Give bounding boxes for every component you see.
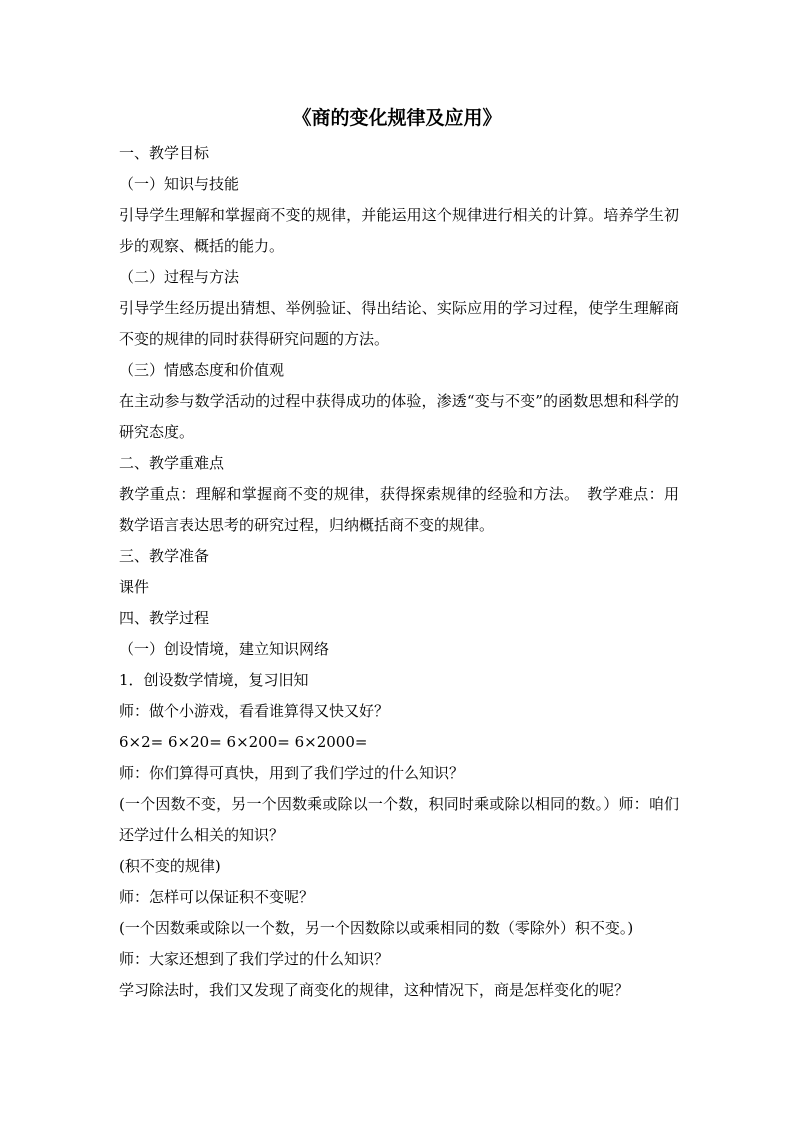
subsection-heading-process: （二）过程与方法	[119, 268, 240, 286]
dialogue-line: (一个因数乘或除以一个数，另一个因数除以或乘相同的数（零除外）积不变。)	[119, 919, 634, 937]
paragraph-knowledge: 引导学生理解和掌握商不变的规律，并能运用这个规律进行相关的计算。培养学生初步的观察、概括的能力。	[119, 206, 679, 255]
paragraph-process: 引导学生经历提出猜想、举例验证、得出结论、实际应用的学习过程，使学生理解商不变的规律的同时获得研究问题的方法。	[119, 299, 679, 348]
dialogue-line: (积不变的规律)	[119, 857, 221, 875]
math-expression-line: 6×2= 6×20= 6×200= 6×2000=	[119, 733, 368, 751]
section-heading-preparation: 三、教学准备	[119, 547, 210, 565]
subsection-heading-values: （三）情感态度和价值观	[119, 361, 285, 379]
document-body	[119, 138, 679, 1006]
dialogue-line: 师：做个小游戏，看看谁算得又快又好？	[119, 702, 390, 720]
dialogue-line: 师：你们算得可真快，用到了我们学过的什么知识？	[119, 764, 465, 782]
dialogue-line: 学习除法时，我们又发现了商变化的规律，这种情况下，商是怎样变化的呢？	[119, 981, 630, 999]
paragraph-key-points: 教学重点：理解和掌握商不变的规律，获得探索规律的经验和方法。 教学难点：用数学语言表达思考的研究过程，归纳概括商不变的规律。	[119, 485, 679, 534]
dialogue-line: 师：怎样可以保证积不变呢？	[119, 888, 315, 906]
section-heading-objectives: 一、教学目标	[119, 144, 210, 162]
subsection-heading-knowledge: （一）知识与技能	[119, 175, 240, 193]
subsection-heading-situation: （一）创设情境，建立知识网络	[119, 640, 330, 658]
dialogue-line: (一个因数不变，另一个因数乘或除以一个数，积同时乘或除以相同的数。）师：咱们还学过什么相关的知识？	[119, 795, 679, 844]
paragraph-preparation: 课件	[119, 578, 150, 596]
section-heading-key-points: 二、教学重难点	[119, 454, 225, 472]
section-heading-process-steps: 四、教学过程	[119, 609, 210, 627]
step-heading-review: 1．创设数学情境，复习旧知	[119, 671, 309, 689]
dialogue-line: 师：大家还想到了我们学过的什么知识？	[119, 950, 390, 968]
document-title: 《商的变化规律及应用》	[292, 107, 502, 129]
paragraph-values: 在主动参与数学活动的过程中获得成功的体验，渗透“变与不变”的函数思想和科学的研究态度。	[119, 392, 679, 441]
